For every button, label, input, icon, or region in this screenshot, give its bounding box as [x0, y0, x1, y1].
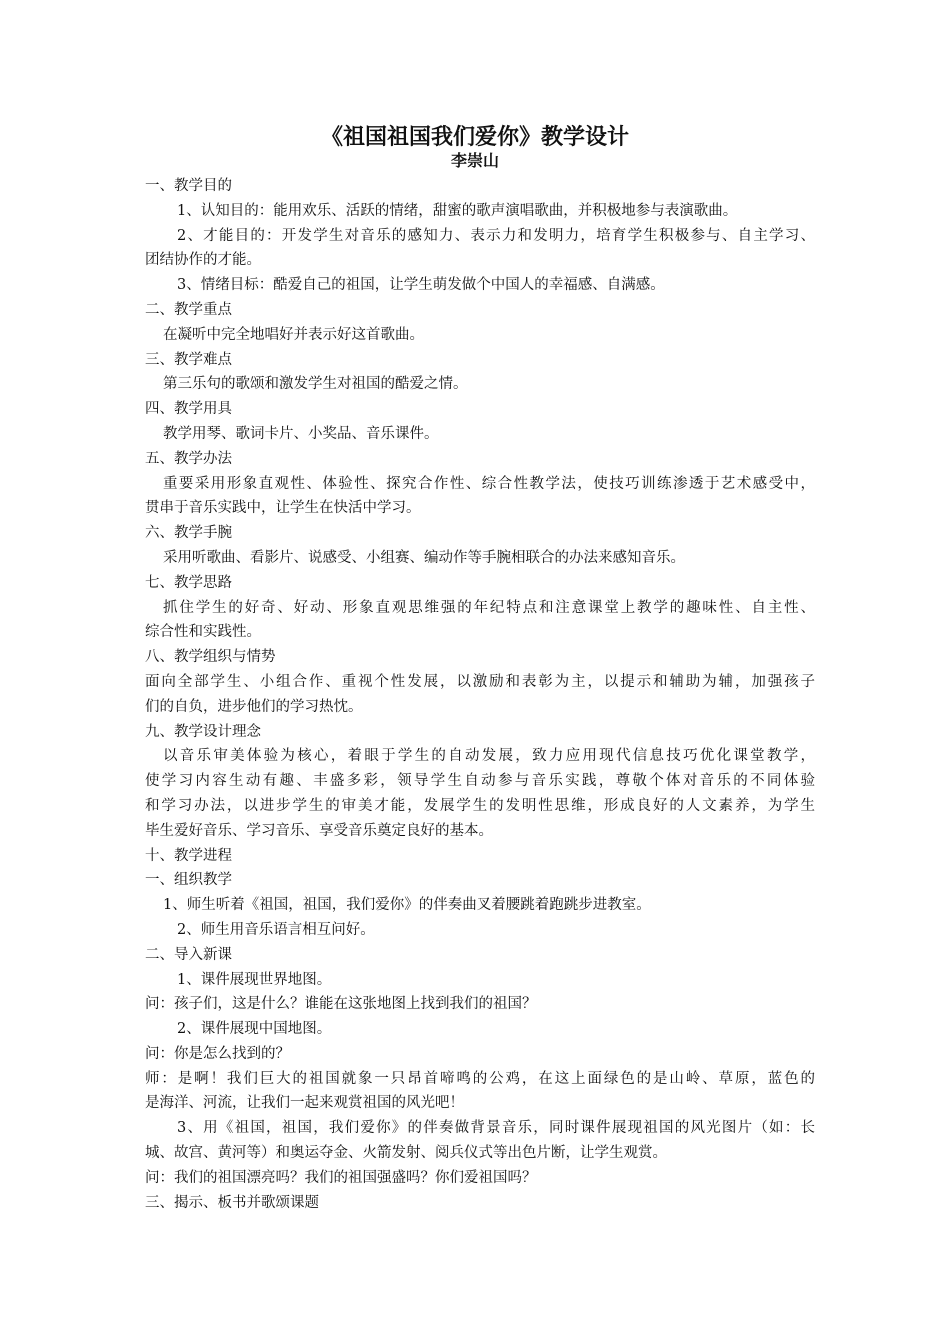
paragraph-line: 综合性和实践性。 — [145, 624, 261, 641]
paragraph-line: 二、导入新课 — [145, 946, 232, 963]
paragraph-line: 四、教学用具 — [145, 401, 232, 418]
paragraph-line: 们的自负，进步他们的学习热忱。 — [145, 698, 363, 715]
paragraph-line: 1、认知目的：能用欢乐、活跃的情绪，甜蜜的歌声演唱歌曲，并积极地参与表演歌曲。 — [177, 202, 738, 219]
paragraph-line: 3、用《祖国，祖国，我们爱你》的伴奏做背景音乐，同时课件展现祖国的风光图片（如：长 — [177, 1120, 815, 1137]
paragraph-line: 问：孩子们，这是什么？谁能在这张地图上找到我们的祖国？ — [145, 996, 537, 1013]
paragraph-line: 第三乐句的歌颂和激发学生对祖国的酷爱之情。 — [163, 376, 468, 393]
paragraph-line: 一、组织教学 — [145, 872, 232, 889]
paragraph-line: 1、师生听着《祖国，祖国，我们爱你》的伴奏曲叉着腰跳着跑跳步进教室。 — [163, 897, 651, 914]
paragraph-line: 是海洋、河流，让我们一起来观赏祖国的风光吧！ — [145, 1095, 464, 1112]
paragraph-line: 三、教学难点 — [145, 351, 232, 368]
paragraph-line: 重要采用形象直观性、体验性、探究合作性、综合性教学法，使技巧训练渗透于艺术感受中， — [163, 475, 815, 492]
paragraph-line: 问：你是怎么找到的？ — [145, 1045, 290, 1062]
paragraph-line: 采用听歌曲、看影片、说感受、小组赛、编动作等手腕相联合的办法来感知音乐。 — [163, 549, 685, 566]
document-author: 李崇山 — [450, 151, 499, 170]
paragraph-line: 面向全部学生、小组合作、重视个性发展，以激励和表彰为主，以提示和辅助为辅，加强孩子 — [145, 673, 815, 690]
document-body — [145, 174, 815, 1215]
paragraph-line: 2、师生用音乐语言相互问好。 — [177, 921, 375, 938]
paragraph-line: 贯串于音乐实践中，让学生在快活中学习。 — [145, 500, 421, 517]
paragraph-line: 七、教学思路 — [145, 574, 232, 591]
paragraph-line: 1、课件展现世界地图。 — [177, 971, 332, 988]
paragraph-line: 城、故宫、黄河等）和奥运夺金、火箭发射、阅兵仪式等出色片断，让学生观赏。 — [145, 1145, 667, 1162]
paragraph-line: 2、才能目的：开发学生对音乐的感知力、表示力和发明力，培育学生积极参与、自主学习、 — [177, 227, 815, 244]
paragraph-line: 抓住学生的好奇、好动、形象直观思维强的年纪特点和注意课堂上教学的趣味性、自主性、 — [163, 599, 815, 616]
paragraph-line: 九、教学设计理念 — [145, 723, 261, 740]
paragraph-line: 问：我们的祖国漂亮吗？我们的祖国强盛吗？你们爱祖国吗？ — [145, 1169, 537, 1186]
paragraph-line: 使学习内容生动有趣、丰盛多彩，领导学生自动参与音乐实践，尊敬个体对音乐的不同体验 — [145, 773, 815, 790]
paragraph-line: 一、教学目的 — [145, 178, 232, 194]
paragraph-line: 和学习办法，以进步学生的审美才能，发展学生的发明性思维，形成良好的人文素养，为学生 — [145, 797, 815, 814]
paragraph-line: 团结协作的才能。 — [145, 252, 261, 269]
paragraph-line: 在凝听中完全地唱好并表示好这首歌曲。 — [163, 326, 424, 343]
paragraph-line: 六、教学手腕 — [145, 525, 232, 542]
paragraph-line: 十、教学进程 — [145, 847, 232, 864]
paragraph-line: 五、教学办法 — [145, 450, 232, 467]
paragraph-line: 教学用琴、歌词卡片、小奖品、音乐课件。 — [163, 425, 439, 442]
paragraph-line: 2、课件展现中国地图。 — [177, 1021, 332, 1038]
paragraph-line: 3、情绪目标：酷爱自己的祖国，让学生萌发做个中国人的幸福感、自满感。 — [177, 277, 665, 294]
paragraph-line: 二、教学重点 — [145, 301, 232, 318]
paragraph-line: 八、教学组织与情势 — [145, 649, 276, 666]
paragraph-line: 三、揭示、板书并歌颂课题 — [145, 1194, 319, 1211]
paragraph-line: 毕生爱好音乐、学习音乐、享受音乐奠定良好的基本。 — [145, 822, 493, 839]
paragraph-line: 以音乐审美体验为核心，着眼于学生的自动发展，致力应用现代信息技巧优化课堂教学， — [163, 748, 815, 765]
paragraph-line: 师：是啊！我们巨大的祖国就象一只昂首啼鸣的公鸡，在这上面绿色的是山岭、草原，蓝色的 — [145, 1070, 815, 1087]
document-title: 《祖国祖国我们爱你》教学设计 — [320, 124, 629, 150]
